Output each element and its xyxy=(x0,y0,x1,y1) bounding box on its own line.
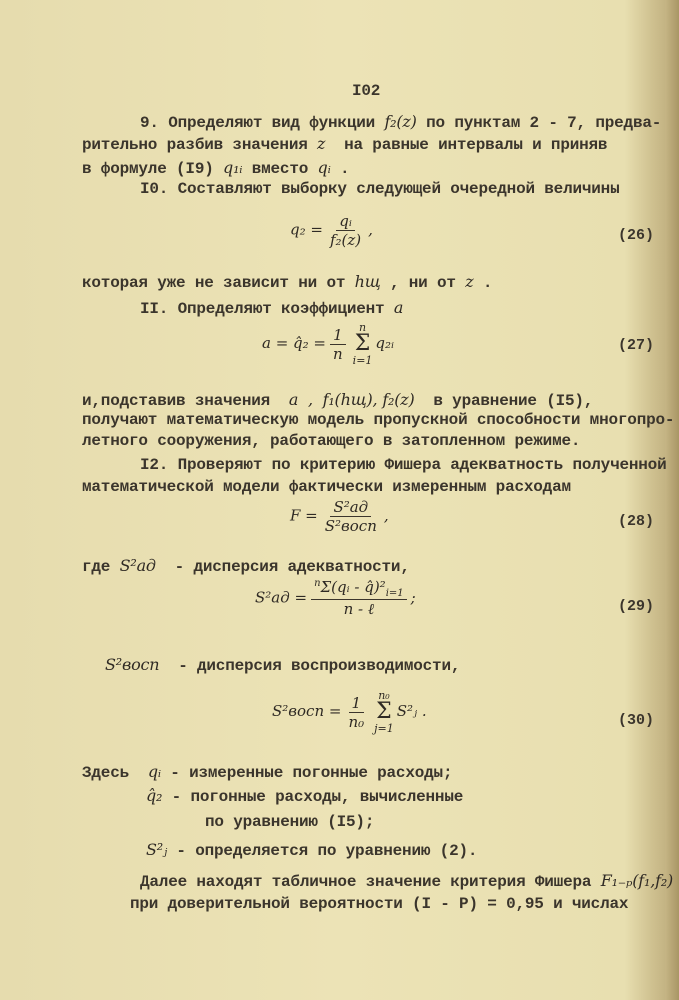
denominator: n xyxy=(333,344,343,363)
eq-lhs: S²восп = xyxy=(272,702,342,720)
sum-term: S²ⱼ xyxy=(396,702,418,720)
numerator xyxy=(311,578,407,600)
equation-number-29: (29) xyxy=(618,598,655,615)
sum-lower: j=1 xyxy=(374,722,394,735)
text: на равные интервалы и приняв xyxy=(325,136,608,154)
eq-lhs: a = q̂₂ = xyxy=(262,334,326,352)
formula: qᵢ xyxy=(147,762,161,781)
denominator: n₀ xyxy=(348,712,365,731)
text: и,подставив значения xyxy=(82,392,289,410)
eq-lhs: q₂ = xyxy=(290,220,323,239)
text: Здесь xyxy=(82,764,130,782)
equation-28 xyxy=(290,498,389,535)
fraction xyxy=(311,578,407,619)
equation-30 xyxy=(272,690,427,734)
text: - погонные расходы, вычисленные xyxy=(162,788,464,806)
text: рительно разбив значения xyxy=(82,136,318,154)
equation-26 xyxy=(290,212,373,249)
after-eq26 xyxy=(82,272,492,292)
numerator: 1 xyxy=(349,694,365,713)
text: . xyxy=(473,274,493,292)
numerator: 1 xyxy=(330,326,346,345)
sum-upper: n₀ xyxy=(378,689,390,702)
punct: . xyxy=(421,702,427,720)
formula: z xyxy=(317,134,326,153)
denominator: f₂(z) xyxy=(329,231,362,249)
fraction xyxy=(345,694,367,731)
equation-number-28: (28) xyxy=(618,513,655,530)
formula: q̂₂ xyxy=(146,786,163,805)
equation-number-27: (27) xyxy=(618,337,655,354)
eq-lhs: S²ад = xyxy=(255,588,308,607)
text: - определяется по уравнению (2). xyxy=(167,842,478,860)
punct: ; xyxy=(410,588,416,607)
equation-number-30: (30) xyxy=(618,712,655,729)
formula: S²ад xyxy=(119,556,156,575)
punct: , xyxy=(368,220,373,239)
sum-upper: n xyxy=(358,321,367,334)
text: в уравнение (I5), xyxy=(414,392,594,410)
text: при доверительной вероятности (I - P) = 0,95 и числах xyxy=(130,895,629,913)
text: Далее находят табличное значение критерия Фишера xyxy=(140,873,601,891)
formula: qᵢ xyxy=(317,158,331,177)
text: получают математическую модель пропускной способности многопро- xyxy=(82,411,675,429)
fraction xyxy=(327,212,364,249)
text: по уравнению (I5); xyxy=(205,813,375,831)
page-edge-shadow xyxy=(665,0,679,1000)
fraction xyxy=(330,326,346,363)
sum-term: q₂ᵢ xyxy=(375,334,395,352)
text: - измеренные погонные расходы; xyxy=(160,764,453,782)
equation-number-26: (26) xyxy=(618,227,655,244)
text: летного сооружения, работающего в затопленном режиме. xyxy=(82,432,581,450)
equation-29 xyxy=(255,578,416,619)
numerator: qᵢ xyxy=(336,212,355,231)
sum-upper: n xyxy=(314,578,321,589)
definition-s-vosp xyxy=(105,655,460,675)
text: в формуле (I9) xyxy=(82,160,224,178)
text: 9. Определяют вид функции xyxy=(140,114,385,132)
text: . xyxy=(330,160,350,178)
formula: a , f₁(hщ), f₂(z) xyxy=(288,390,415,409)
formula: S²ⱼ xyxy=(146,840,168,859)
text: II. Определяют коэффициент xyxy=(140,300,394,318)
text: , ни от xyxy=(380,274,466,292)
equation-27 xyxy=(262,322,394,366)
denominator: n - ℓ xyxy=(343,600,375,618)
text: вместо xyxy=(242,160,318,178)
text: по пунктам 2 - 7, предва- xyxy=(416,114,662,132)
text: где xyxy=(82,558,120,576)
formula: S²восп xyxy=(105,655,160,674)
formula: z xyxy=(465,272,474,291)
text: которая уже не зависит ни от xyxy=(82,274,355,292)
text: I2. Проверяют по критерию Фишера адекватность полученной xyxy=(140,456,667,474)
eq-lhs: F = xyxy=(290,506,318,525)
page-number: I02 xyxy=(352,82,381,100)
sum-symbol: n₀ Σ j=1 xyxy=(374,689,394,735)
formula: a xyxy=(393,298,404,317)
sum-lower: i=1 xyxy=(352,354,373,367)
sum-term: Σ(qᵢ - q̂)² xyxy=(320,578,386,596)
punct: , xyxy=(383,506,389,525)
formula: hщ xyxy=(354,272,381,291)
sum-lower: i=1 xyxy=(385,588,404,599)
paragraph-11 xyxy=(140,298,403,318)
formula: f₂(z) xyxy=(384,112,417,131)
text: математической модели фактически измеренным расходам xyxy=(82,478,571,496)
formula: F₁₋ₚ(f₁,f₂) xyxy=(600,871,674,890)
fraction xyxy=(322,498,380,535)
formula: q₁ᵢ xyxy=(223,158,243,177)
denominator: S²восп xyxy=(324,517,377,535)
text: - дисперсия адекватности, xyxy=(155,558,410,576)
numerator: S²ад xyxy=(330,498,371,517)
text: - дисперсия воспроизводимости, xyxy=(159,657,461,675)
paragraph-10: I0. Составляют выборку следующей очередной величины xyxy=(140,180,620,198)
definition-s-ad xyxy=(82,556,410,576)
sum-symbol: n Σ i=1 xyxy=(352,321,373,367)
